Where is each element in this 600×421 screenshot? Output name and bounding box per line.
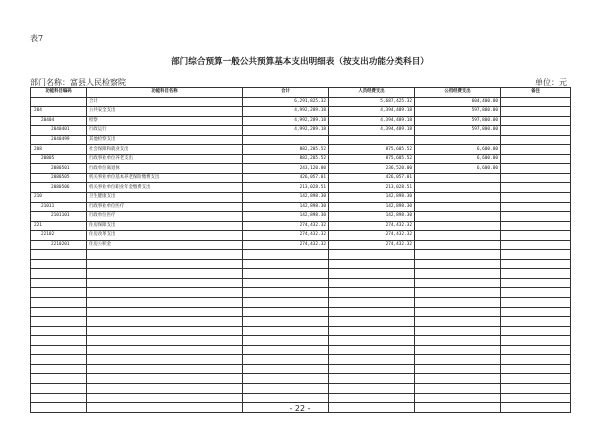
cell-public: 597,800.00 [415,126,501,136]
header-public: 公用经费支出 [415,88,501,98]
department-name: 部门名称：富县人民检察院 [30,78,126,87]
cell-blank [501,374,571,384]
cell-blank [415,336,501,346]
cell-personnel [329,135,415,145]
cell-blank [415,317,501,327]
header-name: 功能科目名称 [87,88,243,98]
cell-blank [501,269,571,279]
cell-personnel: 142,898.30 [329,193,415,203]
cell-blank [87,278,243,288]
cell-name: 住房公积金 [87,240,243,250]
cell-note [501,212,571,222]
cell-blank [243,278,329,288]
cell-blank [415,250,501,260]
table-row [31,116,571,126]
cell-total: 882,205.52 [243,154,329,164]
cell-blank [329,259,415,269]
cell-blank [501,345,571,355]
cell-name: 合计 [87,97,243,107]
cell-blank [31,383,87,393]
table-header-row [31,88,571,98]
cell-blank [31,326,87,336]
cell-public: 597,800.00 [415,107,501,117]
cell-blank [31,364,87,374]
cell-blank [415,278,501,288]
cell-blank [243,307,329,317]
header-total: 合计 [243,88,329,98]
cell-blank [415,393,501,403]
cell-blank [243,326,329,336]
table-row [31,107,571,117]
cell-blank [243,250,329,260]
cell-blank [501,393,571,403]
cell-note [501,164,571,174]
cell-public [415,135,501,145]
budget-table [30,87,571,413]
cell-note [501,202,571,212]
table-row-blank [31,364,571,374]
cell-blank [329,355,415,365]
cell-blank [329,383,415,393]
table-body [31,97,571,412]
cell-blank [243,345,329,355]
cell-blank [243,269,329,279]
cell-public: 6,600.00 [415,154,501,164]
cell-blank [31,345,87,355]
table-row [31,154,571,164]
cell-name: 公共安全支出 [87,107,243,117]
cell-public [415,231,501,241]
table-row-blank [31,307,571,317]
table-row-blank [31,374,571,384]
cell-note [501,116,571,126]
cell-blank [31,269,87,279]
table-row [31,135,571,145]
document-title: 部门综合预算一般公共预算基本支出明细表（按支出功能分类科目） [171,57,429,67]
cell-blank [31,288,87,298]
cell-blank [31,298,87,308]
cell-personnel: 426,057.01 [329,173,415,183]
cell-blank [243,364,329,374]
cell-name: 卫生健康支出 [87,193,243,203]
table-row [31,145,571,155]
cell-blank [329,364,415,374]
table-row-blank [31,269,571,279]
cell-blank [415,259,501,269]
cell-blank [329,250,415,260]
cell-note [501,107,571,117]
cell-blank [87,317,243,327]
cell-blank [501,250,571,260]
cell-public [415,183,501,193]
cell-name: 行政单位医疗 [87,212,243,222]
cell-blank [243,393,329,403]
table-row [31,164,571,174]
table-row-blank [31,355,571,365]
cell-blank [87,269,243,279]
cell-name: 机关事业单位基本养老保险缴费支出 [87,173,243,183]
cell-blank [415,298,501,308]
cell-note [501,135,571,145]
cell-public [415,202,501,212]
table-row [31,202,571,212]
page-number: - 22 - [289,404,311,413]
cell-blank [31,250,87,260]
cell-name: 其他检察支出 [87,135,243,145]
cell-note [501,193,571,203]
cell-blank [501,326,571,336]
cell-blank [329,393,415,403]
cell-total: 4,992,289.18 [243,116,329,126]
cell-personnel: 4,394,489.18 [329,126,415,136]
cell-name: 住房改革支出 [87,231,243,241]
cell-name: 社会保障和就业支出 [87,145,243,155]
cell-total: 243,120.00 [243,164,329,174]
cell-public [415,173,501,183]
table-row [31,97,571,107]
cell-public [415,212,501,222]
cell-name: 住房保障支出 [87,221,243,231]
cell-personnel: 274,432.32 [329,240,415,250]
cell-blank [87,355,243,365]
cell-public [415,193,501,203]
cell-personnel: 274,432.32 [329,221,415,231]
cell-note [501,231,571,241]
table-row-blank [31,393,571,403]
cell-blank [415,307,501,317]
cell-blank [501,355,571,365]
cell-blank [243,288,329,298]
cell-name: 行政事业单位养老支出 [87,154,243,164]
table-row-blank [31,383,571,393]
cell-code: 22102 [31,231,87,241]
cell-blank [329,345,415,355]
header-note: 备注 [501,88,571,98]
cell-blank [415,364,501,374]
cell-blank [243,355,329,365]
cell-code [31,97,87,107]
cell-code: 204 [31,107,87,117]
table-row-blank [31,336,571,346]
cell-blank [243,383,329,393]
table-row-blank [31,278,571,288]
cell-total: 4,992,289.18 [243,126,329,136]
table-row-blank [31,288,571,298]
cell-blank [415,374,501,384]
cell-code: 208 [31,145,87,155]
cell-code: 21011 [31,202,87,212]
cell-blank [329,278,415,288]
cell-blank [87,307,243,317]
cell-total: 142,898.30 [243,212,329,222]
cell-blank [329,298,415,308]
cell-personnel: 4,394,489.18 [329,116,415,126]
cell-total: 142,898.30 [243,202,329,212]
cell-code: 2040499 [31,135,87,145]
cell-blank [87,288,243,298]
cell-blank [329,336,415,346]
cell-blank [501,307,571,317]
cell-personnel: 875,605.52 [329,145,415,155]
cell-note [501,145,571,155]
cell-blank [501,298,571,308]
cell-blank [87,298,243,308]
cell-blank [329,288,415,298]
cell-personnel: 875,605.52 [329,154,415,164]
cell-blank [31,317,87,327]
cell-blank [87,326,243,336]
cell-blank [31,336,87,346]
cell-personnel: 274,432.32 [329,231,415,241]
cell-blank [501,383,571,393]
cell-public: 6,600.00 [415,145,501,155]
cell-blank [243,317,329,327]
cell-blank [501,278,571,288]
cell-note [501,154,571,164]
table-row [31,193,571,203]
header-personnel: 人员经费支出 [329,88,415,98]
cell-blank [243,298,329,308]
cell-personnel: 142,898.30 [329,212,415,222]
cell-code: 2080505 [31,173,87,183]
cell-total: 142,898.30 [243,193,329,203]
cell-blank [243,259,329,269]
cell-note [501,126,571,136]
table-row-blank [31,250,571,260]
cell-note [501,240,571,250]
cell-blank [87,250,243,260]
table-row [31,212,571,222]
cell-blank [87,383,243,393]
cell-blank [87,336,243,346]
cell-blank [31,278,87,288]
cell-blank [31,393,87,403]
table-row-blank [31,259,571,269]
cell-total: 274,432.32 [243,221,329,231]
cell-blank [243,374,329,384]
cell-total: 213,028.51 [243,183,329,193]
cell-note [501,97,571,107]
cell-name: 行政单位离退休 [87,164,243,174]
cell-total: 4,992,289.18 [243,107,329,117]
cell-total: 882,205.52 [243,145,329,155]
cell-blank [31,355,87,365]
cell-blank [329,374,415,384]
cell-blank [415,269,501,279]
cell-blank [87,364,243,374]
cell-blank [31,374,87,384]
cell-total: 426,057.01 [243,173,329,183]
cell-blank [501,364,571,374]
cell-personnel: 142,898.30 [329,202,415,212]
cell-note [501,183,571,193]
unit-label: 单位：元 [535,78,567,87]
cell-personnel: 5,687,425.32 [329,97,415,107]
cell-blank [329,326,415,336]
table-row [31,231,571,241]
cell-blank [87,345,243,355]
table-row [31,126,571,136]
cell-public: 597,800.00 [415,116,501,126]
table-row [31,240,571,250]
cell-blank [243,336,329,346]
cell-public: 604,400.00 [415,97,501,107]
cell-blank [501,259,571,269]
cell-code: 2080501 [31,164,87,174]
cell-blank [501,336,571,346]
cell-blank [415,383,501,393]
cell-blank [415,355,501,365]
cell-public [415,240,501,250]
cell-total [243,135,329,145]
cell-blank [329,269,415,279]
cell-note [501,173,571,183]
cell-name: 检察 [87,116,243,126]
header-code: 功能科目编码 [31,88,87,98]
cell-total: 274,432.32 [243,231,329,241]
cell-code: 2210201 [31,240,87,250]
cell-blank [415,345,501,355]
cell-blank [87,374,243,384]
cell-code: 2080506 [31,183,87,193]
cell-blank [87,259,243,269]
cell-blank [31,307,87,317]
cell-note [501,221,571,231]
cell-blank [415,326,501,336]
cell-name: 机关事业单位职业年金缴费支出 [87,183,243,193]
table-row-blank [31,345,571,355]
table-row [31,173,571,183]
cell-public [415,221,501,231]
cell-code: 210 [31,193,87,203]
cell-total: 6,291,825.32 [243,97,329,107]
cell-blank [329,317,415,327]
page-label: 表7 [30,34,44,43]
cell-code: 2101101 [31,212,87,222]
cell-blank [31,259,87,269]
table-row [31,221,571,231]
cell-blank [501,288,571,298]
table-row-blank [31,298,571,308]
cell-blank [501,317,571,327]
cell-blank [415,288,501,298]
cell-total: 274,432.32 [243,240,329,250]
cell-personnel: 4,394,489.18 [329,107,415,117]
cell-name: 行政运行 [87,126,243,136]
cell-code: 20805 [31,154,87,164]
cell-blank [87,393,243,403]
table-row-blank [31,326,571,336]
cell-public: 6,600.00 [415,164,501,174]
cell-code: 20404 [31,116,87,126]
cell-code: 221 [31,221,87,231]
cell-code: 2040401 [31,126,87,136]
table-row-blank [31,317,571,327]
cell-personnel: 213,028.51 [329,183,415,193]
table-row [31,183,571,193]
cell-name: 行政事业单位医疗 [87,202,243,212]
cell-personnel: 236,520.00 [329,164,415,174]
cell-blank [329,307,415,317]
